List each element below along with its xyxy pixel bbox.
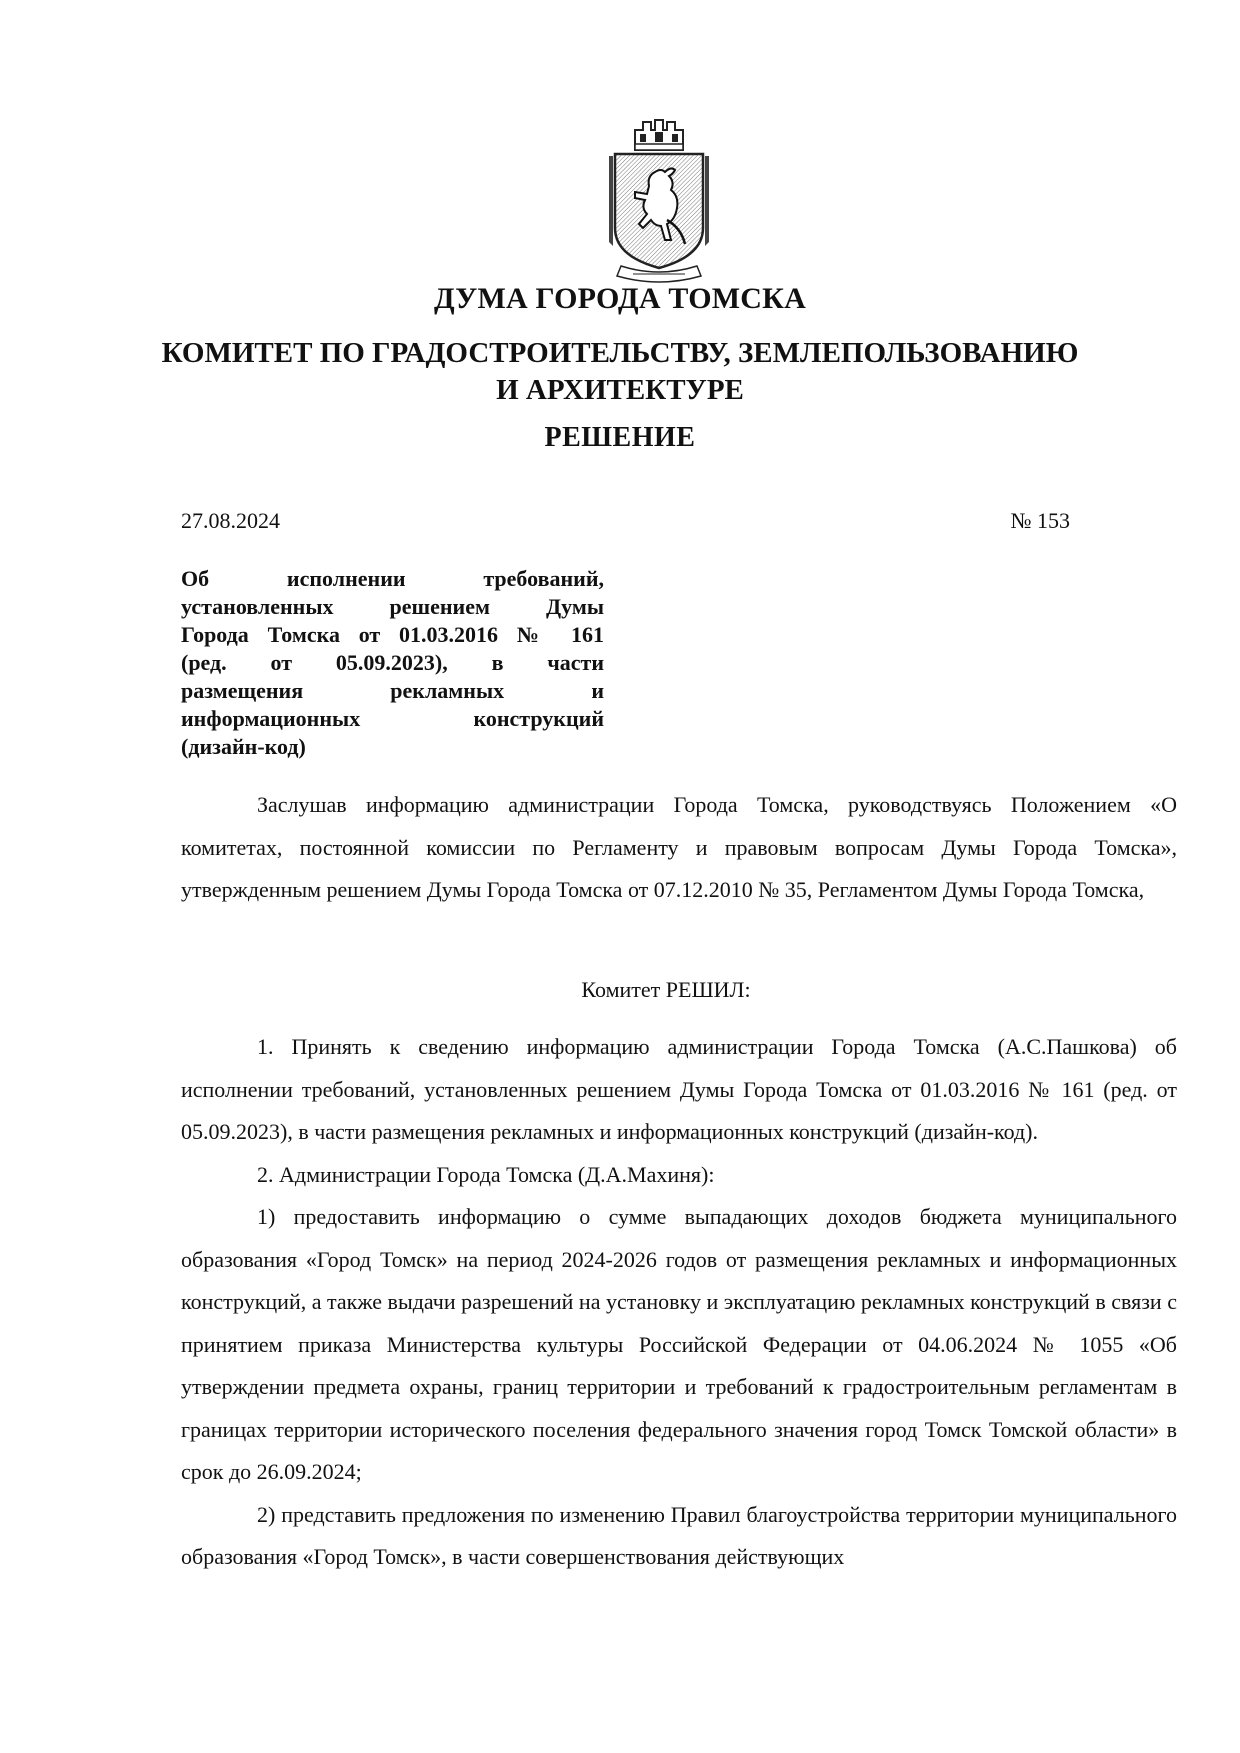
document-date: 27.08.2024 — [181, 508, 280, 533]
subject-line: Города Томска от 01.03.2016 № 161 — [181, 622, 604, 647]
coat-of-arms-emblem — [605, 116, 713, 286]
subject-line: информационных конструкций — [181, 706, 604, 731]
document-type: РЕШЕНИЕ — [544, 422, 696, 453]
subject-line: (ред. от 05.09.2023), в части — [181, 650, 604, 675]
preamble-paragraph: Заслушав информацию администрации Города Томска, руководствуясь Положением «О комитетах, постоянной комиссии по Регламенту и правовым вопросам Думы Города Томска», утвержденным решением Думы Города Томска от 07.12.2010 № 35, Регламентом Думы Города Томска, — [181, 792, 1177, 902]
subject-line: установленных решением Думы — [181, 594, 604, 619]
document-subject — [181, 565, 604, 761]
preamble-block — [181, 784, 1177, 912]
org-name: ДУМА ГОРОДА ТОМСКА — [434, 282, 806, 315]
subject-line: размещения рекламных и — [181, 678, 604, 703]
subject-line: (дизайн-код) — [181, 734, 306, 759]
committee-name — [0, 335, 1240, 409]
item-paragraph: 1) предоставить информацию о сумме выпадающих доходов бюджета муниципального образования «Город Томск» на период 2024-2026 годов от размещения рекламных и информационных конструкций, а также выдачи разрешений на установку и эксплуатацию рекламных конструкций в связи с принятием приказа Министерства культуры Российской Федерации от 04.06.2024 № 1055 «Об утверждении предмета охраны, границ территории и требований к градостроительным регламентам в границах территории исторического поселения федерального значения город Томск Томской области» в срок до 26.09.2024; — [181, 1204, 1177, 1484]
item-paragraph: 2. Администрации Города Томска (Д.А.Махиня): — [257, 1161, 715, 1187]
item-paragraph: 1. Принять к сведению информацию администрации Города Томска (А.С.Пашкова) об исполнении требований, установленных решением Думы Города Томска от 01.03.2016 № 161 (ред. от 05.09.2023), в части размещения рекламных и информационных конструкций (дизайн-код). — [181, 1034, 1177, 1144]
item-paragraph: 2) представить предложения по изменению Правил благоустройства территории муниципального образования «Город Томск», в части совершенствования действующих — [181, 1501, 1177, 1569]
resolved-heading: Комитет РЕШИЛ: — [581, 977, 751, 1002]
committee-line-2: И АРХИТЕКТУРЕ — [496, 374, 744, 406]
committee-line-1: КОМИТЕТ ПО ГРАДОСТРОИТЕЛЬСТВУ, ЗЕМЛЕПОЛЬЗОВАНИЮ — [161, 337, 1079, 369]
document-number: № 153 — [1010, 508, 1070, 533]
items-block — [181, 1026, 1177, 1579]
subject-line: Об исполнении требований, — [181, 566, 604, 591]
